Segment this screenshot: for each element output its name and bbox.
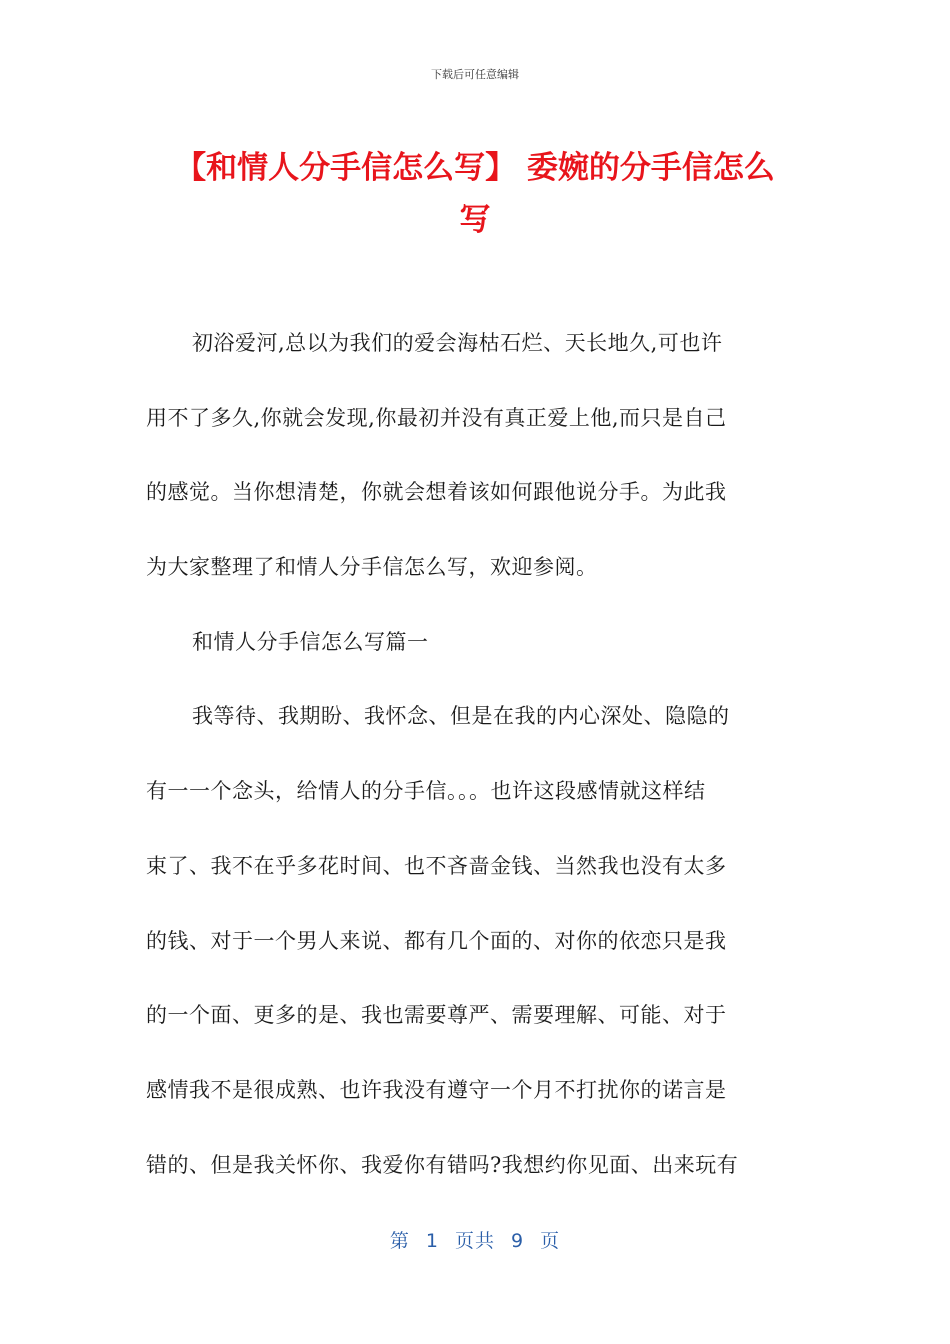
text-line: 感情我不是很成熟、也许我没有遵守一个月不打扰你的诺言是 xyxy=(146,1077,727,1102)
page-title xyxy=(130,142,820,246)
footer-middle: 页共 xyxy=(454,1230,495,1252)
text-line: 错的、但是我关怀你、我爱你有错吗?我想约你见面、出来玩有 xyxy=(146,1152,739,1177)
text-line: 的一个面、更多的是、我也需要尊严、需要理解、可能、对于 xyxy=(146,1003,727,1028)
text-line: 的钱、对于一个男人来说、都有几个面的、对你的依恋只是我 xyxy=(146,928,727,953)
text-line: 束了、我不在乎多花时间、也不吝啬金钱、当然我也没有太多 xyxy=(146,853,727,878)
text-line: 用不了多久,你就会发现,你最初并没有真正爱上他,而只是自己 xyxy=(146,405,727,430)
text-line: 为大家整理了和情人分手信怎么写，欢迎参阅。 xyxy=(146,555,598,580)
page-footer xyxy=(0,1226,950,1253)
text-line: 和情人分手信怎么写篇一 xyxy=(192,629,429,654)
header-note: 下载后可任意编辑 xyxy=(431,68,519,81)
title-line-2: 写 xyxy=(459,202,491,238)
text-line: 初浴爱河,总以为我们的爱会海枯石烂、天长地久,可也许 xyxy=(192,331,723,355)
footer-page-number: 1 xyxy=(425,1230,439,1252)
text-line: 有一一个念头，给情人的分手信。。。也许这段感情就这样结 xyxy=(146,779,706,804)
footer-suffix: 页 xyxy=(540,1230,561,1252)
text-line: 的感觉。当你想清楚，你就会想着该如何跟他说分手。为此我 xyxy=(146,480,727,505)
document-body xyxy=(146,318,806,1214)
footer-prefix: 第 xyxy=(389,1230,410,1252)
title-line-1: 【和情人分手信怎么写】 委婉的分手信怎么 xyxy=(175,150,775,186)
text-line: 我等待、我期盼、我怀念、但是在我的内心深处、隐隐的 xyxy=(192,704,730,729)
footer-total-pages: 9 xyxy=(511,1230,525,1252)
